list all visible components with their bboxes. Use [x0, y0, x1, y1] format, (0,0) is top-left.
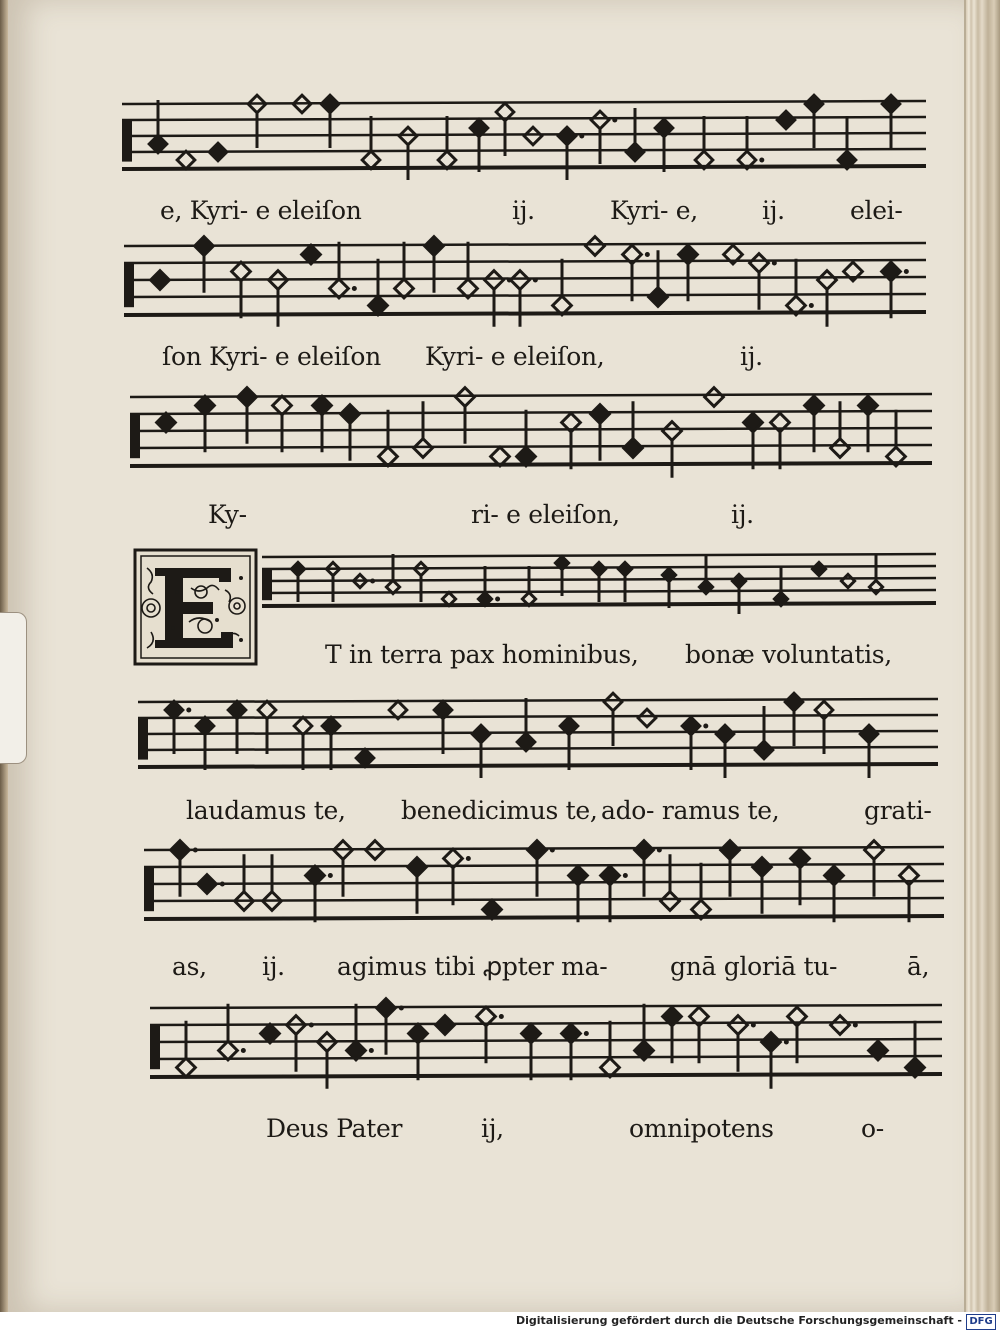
lyric-syllable: omnipotens [629, 1114, 774, 1143]
footer-bar [0, 1312, 1000, 1331]
dfg-logo: DFG [966, 1314, 996, 1330]
lyric-syllable: ij. [731, 500, 754, 529]
lyrics-line-4 [325, 640, 935, 680]
lyric-syllable: ado- ramus te, [601, 796, 780, 825]
music-staff-2 [120, 228, 930, 338]
funding-credit: Digitalisierung gefördert durch die Deutsche Forschungsgemeinschaft - [515, 1314, 962, 1327]
lyric-syllable: gnā gloriā tu- [670, 952, 838, 981]
music-staff-5 [134, 686, 942, 786]
lyric-syllable: T in terra pax hominibus, [325, 640, 639, 669]
lyric-syllable: e, Kyri- e eleiſon [160, 196, 362, 225]
lyric-syllable: grati- [864, 796, 932, 825]
lyric-syllable: as, [172, 952, 207, 981]
lyric-syllable: ij. [740, 342, 763, 371]
decorated-initial-e [133, 548, 258, 666]
lyric-syllable: bonæ voluntatis, [685, 640, 892, 669]
lyric-syllable: ri- e eleiſon, [471, 500, 620, 529]
lyric-syllable: ij. [262, 952, 285, 981]
lyric-syllable: ij, [481, 1114, 504, 1143]
lyric-syllable: laudamus te, [186, 796, 346, 825]
lyrics-line-7 [146, 1114, 946, 1154]
page-stack-edge [966, 0, 1000, 1312]
lyric-syllable: o- [861, 1114, 884, 1143]
lyric-syllable: benedicimus te, [401, 796, 598, 825]
lyrics-line-6 [152, 952, 952, 992]
music-staff-4 [258, 545, 940, 620]
music-staff-3 [126, 380, 936, 488]
lyric-syllable: elei- [850, 196, 903, 225]
lyric-syllable: Kyri- e, [610, 196, 698, 225]
lyrics-line-1 [120, 196, 920, 236]
music-staff-7 [146, 990, 946, 1100]
lyric-syllable: Ky- [208, 500, 247, 529]
page-clip [0, 612, 27, 764]
lyrics-line-5 [146, 796, 946, 836]
lyrics-line-2 [120, 342, 920, 382]
lyric-syllable: ij. [512, 196, 535, 225]
lyrics-line-3 [126, 500, 926, 540]
music-staff-6 [140, 832, 948, 942]
lyric-syllable: Kyri- e eleiſon, [425, 342, 605, 371]
music-staff-1 [118, 88, 930, 188]
lyric-syllable: ij. [762, 196, 785, 225]
lyric-syllable: ſon Kyri- e eleiſon [162, 342, 381, 371]
lyric-syllable: ā, [907, 952, 930, 981]
lyric-syllable: Deus Pater [266, 1114, 403, 1143]
lyric-syllable: agimus tibi ꝓpter ma- [337, 952, 608, 981]
